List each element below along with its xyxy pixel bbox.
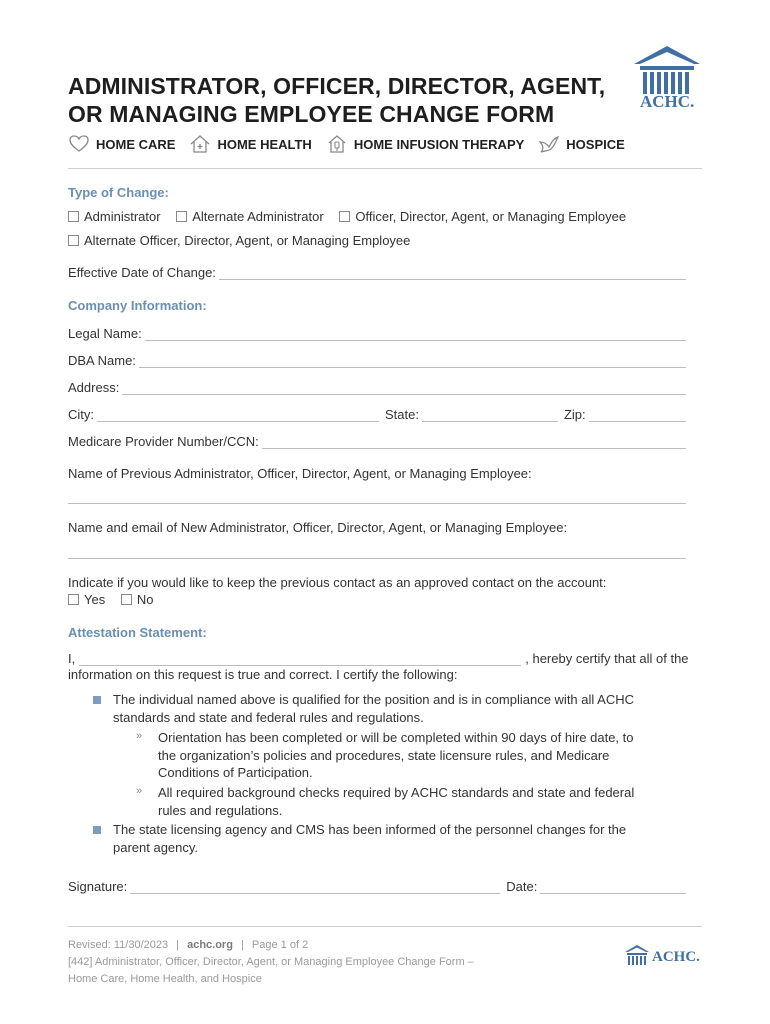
page-title bbox=[68, 72, 605, 128]
checkbox-alternate-officer[interactable] bbox=[68, 233, 410, 248]
previous-employee-line[interactable] bbox=[68, 503, 686, 504]
chevron-right-icon: » bbox=[136, 730, 143, 742]
sub-bullet-1-line-2: the organization’s policies and procedures, state licensure rules, and Medicare bbox=[158, 747, 610, 763]
checkbox-box[interactable] bbox=[176, 211, 187, 222]
previous-employee-label: Name of Previous Administrator, Officer, Director, Agent, or Managing Employee: bbox=[68, 466, 532, 481]
footer-divider bbox=[68, 926, 702, 927]
signature-label: Signature: bbox=[68, 879, 128, 894]
bullet-2 bbox=[113, 821, 626, 856]
checkbox-label: Officer, Director, Agent, or Managing Employee bbox=[355, 209, 627, 224]
checkbox-administrator[interactable] bbox=[68, 209, 161, 224]
house-icon bbox=[189, 134, 211, 154]
footer-logo-text: ACHC. bbox=[652, 949, 700, 965]
square-bullet-icon bbox=[93, 826, 101, 834]
footer-site-link[interactable]: achc.org bbox=[187, 939, 233, 951]
field-label: Legal Name: bbox=[68, 326, 142, 341]
field-line[interactable] bbox=[262, 436, 686, 449]
field-line[interactable] bbox=[145, 328, 686, 341]
logo-text: ACHC. bbox=[640, 92, 695, 111]
keep-contact-options bbox=[68, 592, 165, 608]
field-label: Medicare Provider Number/CCN: bbox=[68, 434, 259, 449]
category-home-infusion bbox=[326, 134, 524, 154]
service-categories bbox=[68, 134, 639, 154]
date-label: Date: bbox=[506, 879, 538, 894]
certify-name-line[interactable] bbox=[79, 653, 521, 666]
footer-line-3: Home Care, Home Health, and Hospice bbox=[68, 973, 262, 985]
city-line[interactable] bbox=[97, 409, 379, 422]
checkbox-label: Yes bbox=[84, 592, 106, 607]
footer-achc-logo bbox=[624, 940, 706, 966]
date-line[interactable] bbox=[540, 881, 686, 894]
zip-label: Zip: bbox=[563, 407, 586, 422]
dba-name-field[interactable] bbox=[68, 353, 686, 368]
achc-building-icon bbox=[624, 944, 650, 966]
city-label: City: bbox=[68, 407, 94, 422]
title-line-1: ADMINISTRATOR, OFFICER, DIRECTOR, AGENT, bbox=[68, 73, 606, 99]
checkbox-box[interactable] bbox=[68, 235, 79, 246]
certify-line-2: information on this request is true and correct. I certify the following: bbox=[68, 667, 458, 682]
city-state-zip-row bbox=[68, 407, 686, 422]
checkbox-officer[interactable] bbox=[339, 209, 626, 224]
effective-date-field[interactable] bbox=[68, 265, 686, 280]
medicare-field[interactable] bbox=[68, 434, 686, 449]
header-divider bbox=[68, 168, 702, 169]
zip-line[interactable] bbox=[589, 409, 686, 422]
type-of-change-row-1 bbox=[68, 209, 626, 225]
sub-bullet-2-line-2: rules and regulations. bbox=[158, 802, 283, 818]
revised-date: Revised: 11/30/2023 bbox=[68, 939, 169, 951]
bullet-2-line-2: parent agency. bbox=[113, 839, 199, 855]
checkbox-box[interactable] bbox=[68, 211, 79, 222]
checkbox-no[interactable] bbox=[121, 592, 154, 607]
category-home-health bbox=[189, 134, 311, 154]
title-line-2: OR MANAGING EMPLOYEE CHANGE FORM bbox=[68, 101, 555, 127]
checkbox-label: Administrator bbox=[84, 209, 161, 224]
signature-line[interactable] bbox=[130, 881, 500, 894]
achc-logo bbox=[628, 42, 706, 112]
new-employee-label: Name and email of New Administrator, Officer, Director, Agent, or Managing Employee: bbox=[68, 520, 568, 535]
field-label: Address: bbox=[68, 380, 120, 395]
checkbox-label: Alternate Administrator bbox=[192, 209, 324, 224]
checkbox-yes[interactable] bbox=[68, 592, 105, 607]
certify-row bbox=[68, 651, 702, 666]
bullet-2-line-1: The state licensing agency and CMS has been informed of the personnel changes for the bbox=[113, 822, 627, 837]
field-line[interactable] bbox=[139, 355, 686, 368]
sub-bullet-1 bbox=[158, 729, 634, 782]
heart-hand-icon bbox=[68, 134, 90, 154]
certify-tail: , hereby certify that all of the bbox=[525, 651, 689, 666]
category-label: HOME CARE bbox=[96, 136, 176, 152]
address-field[interactable] bbox=[68, 380, 686, 395]
sub-bullet-2 bbox=[158, 784, 634, 819]
field-line[interactable] bbox=[219, 267, 686, 280]
type-of-change-heading: Type of Change: bbox=[68, 185, 169, 200]
state-line[interactable] bbox=[422, 409, 558, 422]
checkbox-box[interactable] bbox=[68, 594, 79, 605]
i-label: I, bbox=[68, 651, 76, 666]
legal-name-field[interactable] bbox=[68, 326, 686, 341]
square-bullet-icon bbox=[93, 696, 101, 704]
type-of-change-row-2 bbox=[68, 233, 422, 249]
sub-bullet-1-line-3: Conditions of Participation. bbox=[158, 765, 313, 780]
category-label: HOSPICE bbox=[566, 136, 625, 152]
checkbox-box[interactable] bbox=[339, 211, 350, 222]
bullet-1-line-1: The individual named above is qualified for the position and is in compliance with all ACHC bbox=[113, 692, 635, 707]
field-label: DBA Name: bbox=[68, 353, 136, 368]
sub-bullet-2-line-1: All required background checks required by ACHC standards and state and federal bbox=[158, 785, 635, 800]
bullet-1-line-2: standards and state and federal rules and regulations. bbox=[113, 709, 424, 725]
category-label: HOME INFUSION THERAPY bbox=[353, 136, 525, 152]
sub-bullet-1-line-1: Orientation has been completed or will be completed within 90 days of hire date, to bbox=[158, 730, 634, 745]
page-number: Page 1 of 2 bbox=[251, 939, 309, 951]
company-information-heading: Company Information: bbox=[68, 298, 207, 313]
footer-line-2: [442] Administrator, Officer, Director, Agent, or Managing Employee Change Form – bbox=[68, 956, 474, 968]
checkbox-box[interactable] bbox=[121, 594, 132, 605]
keep-contact-label: Indicate if you would like to keep the previous contact as an approved contact on the account: bbox=[68, 575, 607, 590]
attestation-heading: Attestation Statement: bbox=[68, 625, 207, 640]
checkbox-label: No bbox=[136, 592, 154, 607]
signature-date-row bbox=[68, 879, 686, 894]
footer-line-1: Revised: 11/30/2023 | achc.org | Page 1 of 2 bbox=[68, 939, 309, 951]
state-label: State: bbox=[385, 407, 419, 422]
chevron-right-icon: » bbox=[136, 785, 143, 797]
new-employee-line[interactable] bbox=[68, 558, 686, 559]
checkbox-label: Alternate Officer, Director, Agent, or Managing Employee bbox=[84, 233, 411, 248]
checkbox-alternate-administrator[interactable] bbox=[176, 209, 324, 224]
category-hospice bbox=[538, 134, 625, 154]
field-line[interactable] bbox=[122, 382, 686, 395]
category-home-care bbox=[68, 134, 175, 154]
field-label: Effective Date of Change: bbox=[68, 265, 216, 280]
category-label: HOME HEALTH bbox=[217, 136, 312, 152]
footer-text bbox=[68, 937, 474, 988]
dove-icon bbox=[538, 134, 560, 154]
bullet-1 bbox=[113, 691, 634, 726]
infusion-bag-icon bbox=[326, 134, 348, 154]
